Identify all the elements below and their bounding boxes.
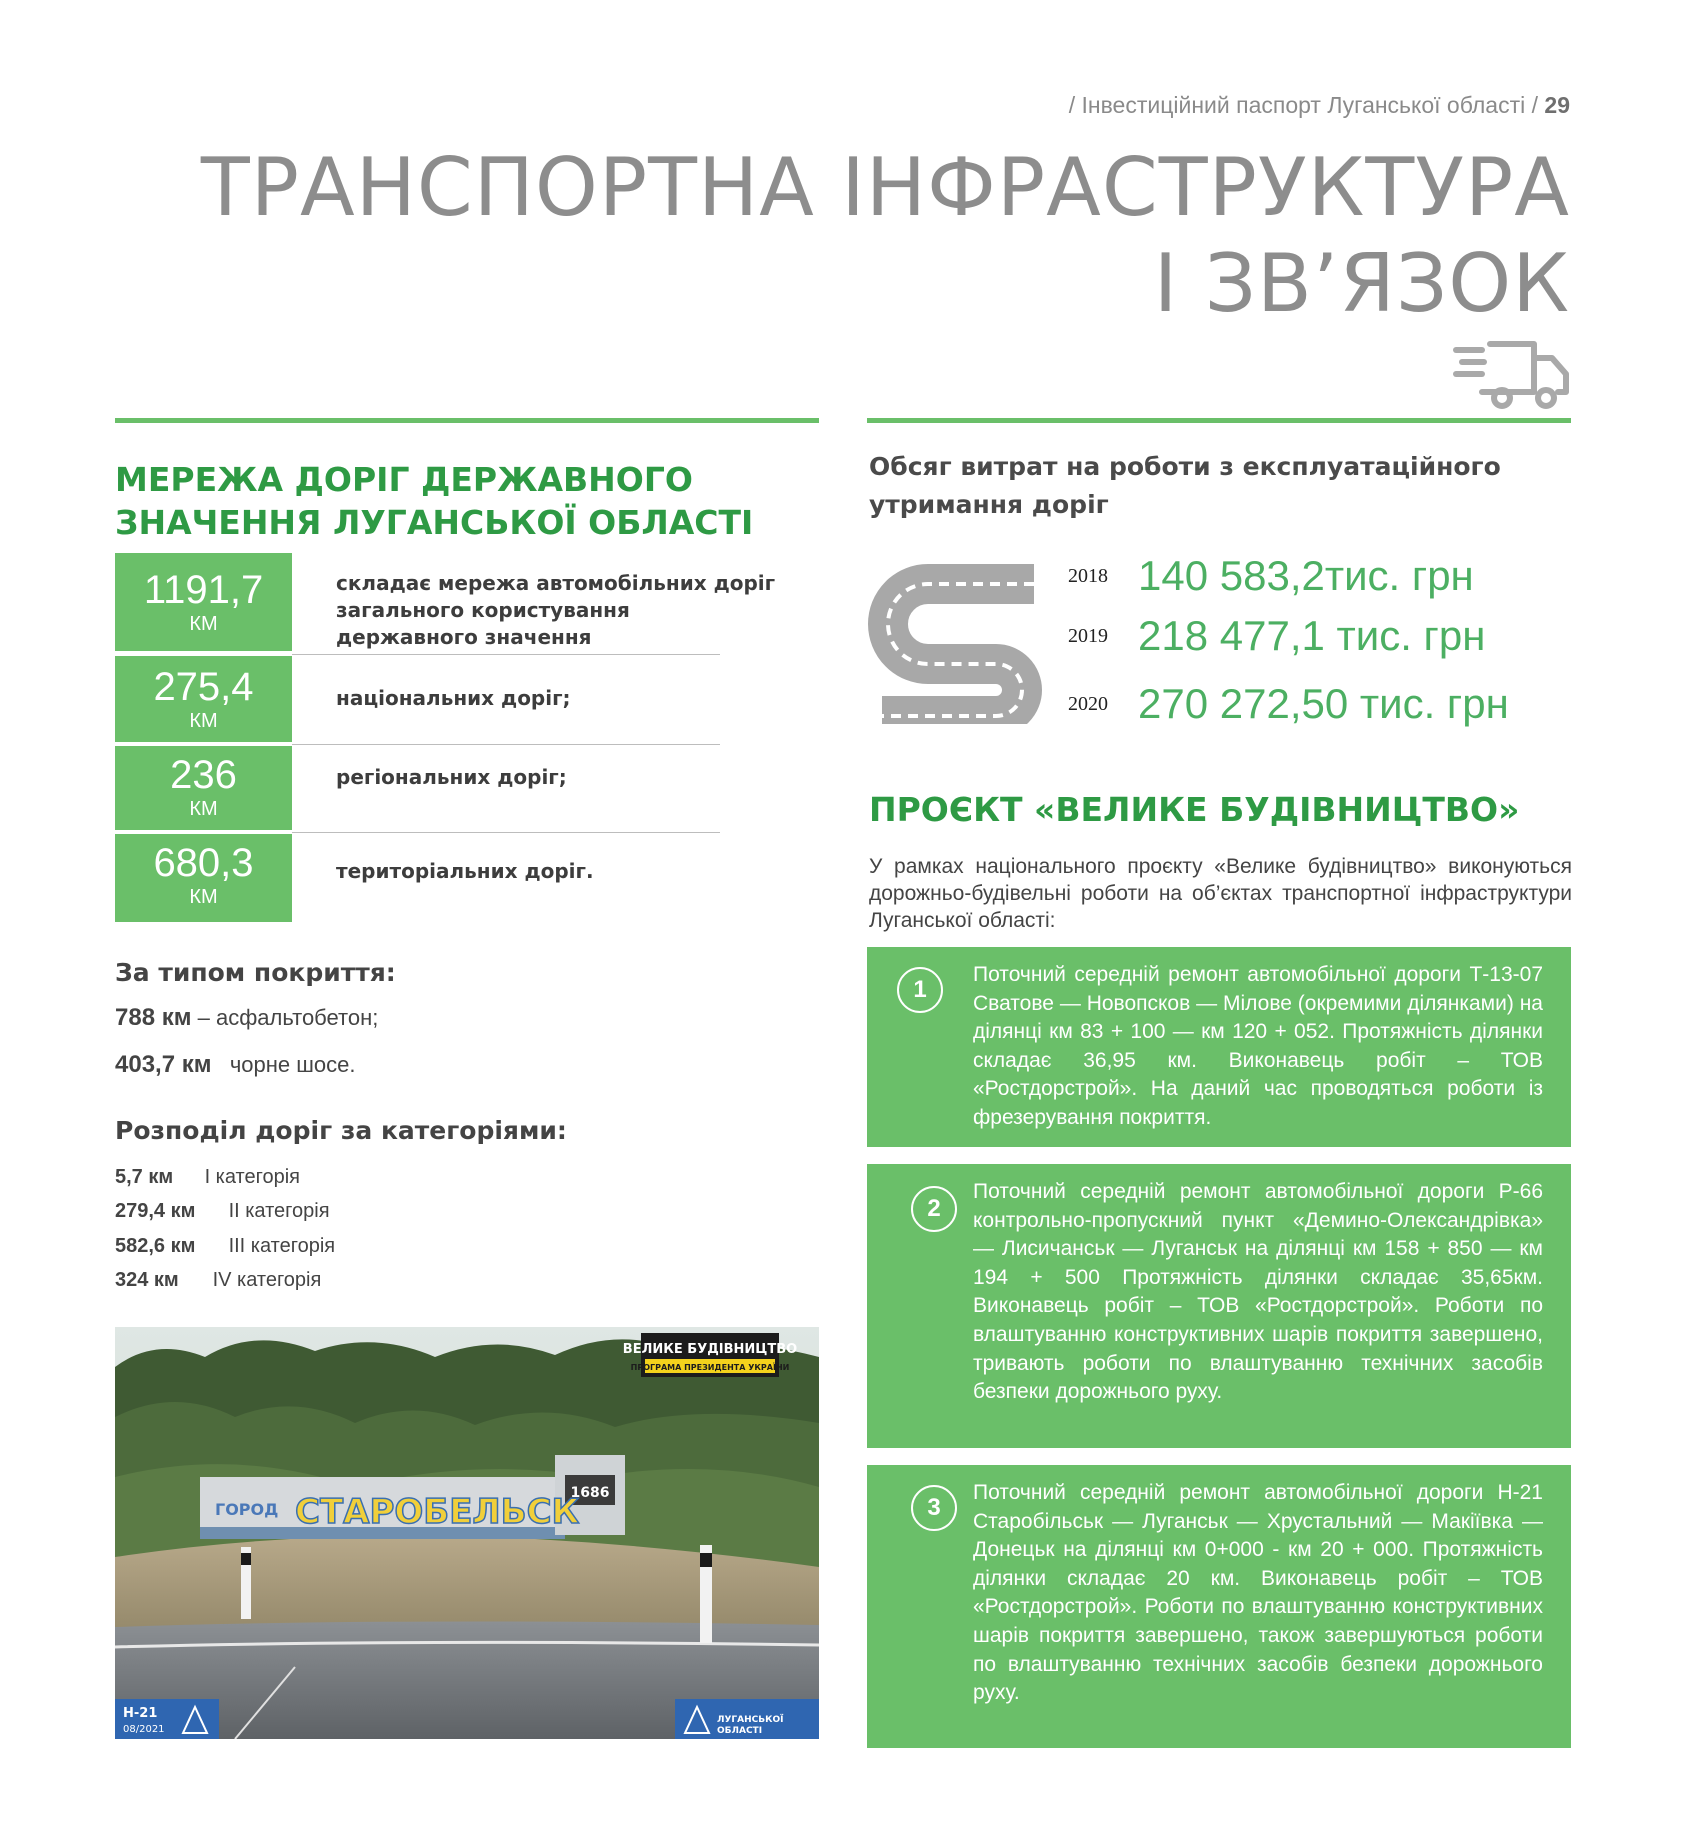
project-item-number: 2 [911, 1186, 957, 1232]
page-title [201, 140, 1570, 332]
category-label: ІV категорія [212, 1269, 322, 1291]
photo-road-date: 08/2021 [123, 1724, 165, 1735]
expense-amount: 140 583,2тис. грн [1138, 552, 1474, 599]
project-item-text: Поточний середній ремонт автомобільної дороги Р-66 контрольно-пропускний пункт «Демино-Олександрівка» — Лисичанськ — Луганськ на ділянці км 158 + 850 — км 194 + 500 Протяжність ділянки складає 35,65км. Виконавець робіт – ТОВ «Ростдорстрой». Роботи по влаштуванню конструктивних шарів покриття завершено, тривають роботи по влаштуванню технічних засобів безпеки дорожнього руху. [973, 1180, 1543, 1404]
stat-value: 1191,7 [143, 568, 264, 612]
stat-total-roads [115, 553, 292, 651]
page-title-line-1: ТРАНСПОРТНА ІНФРАСТРУКТУРА [200, 141, 1570, 234]
roads-section-title: МЕРЕЖА ДОРІГ ДЕРЖАВНОГО ЗНАЧЕННЯ ЛУГАНСЬКОЇ ОБЛАСТІ [115, 460, 754, 542]
running-head [1069, 92, 1570, 119]
stat-value: 680,3 [153, 841, 254, 885]
stat-description: національних доріг; [336, 686, 571, 710]
banner-title: ВЕЛИКЕ БУДІВНИЦТВО [622, 1342, 798, 1357]
page-number: 29 [1544, 92, 1570, 118]
expense-amount: 218 477,1 тис. грн [1138, 612, 1486, 659]
photo-logo-line-2: ОБЛАСТІ [717, 1726, 763, 1736]
stat-unit: КМ [189, 613, 218, 635]
photo-logo-line-1: ЛУГАНСЬКОЇ [717, 1715, 784, 1725]
category-label: ІІІ категорія [228, 1235, 336, 1257]
stat-unit: КМ [189, 798, 218, 820]
stat-territorial-roads [115, 834, 292, 922]
sign-prefix: ГОРОД [215, 1500, 279, 1519]
running-head-text: / Інвестиційний паспорт Луганської області / [1068, 92, 1539, 118]
categories-title: Розподіл доріг за категоріями: [115, 1116, 567, 1145]
expense-row [1068, 552, 1474, 600]
project-item-3 [867, 1465, 1571, 1748]
expense-year: 2020 [1068, 692, 1108, 715]
truck-icon [1452, 336, 1570, 412]
stat-value: 275,4 [153, 665, 254, 709]
expense-year: 2018 [1068, 564, 1108, 587]
left-column-rule [115, 418, 819, 423]
sign-year: 1686 [570, 1485, 610, 1501]
project-item-number: 3 [911, 1485, 957, 1531]
coverage-label: – асфальтобетон; [197, 1005, 379, 1030]
coverage-label: чорне шосе. [229, 1052, 356, 1077]
category-value: 582,6 км [115, 1235, 196, 1257]
expense-row [1068, 680, 1509, 728]
banner-subtitle: ПРОГРАМА ПРЕЗИДЕНТА УКРАЇНИ [630, 1363, 790, 1372]
expenses-title: Обсяг витрат на роботи з експлуатаційного утримання доріг [869, 452, 1501, 519]
stat-unit: КМ [189, 886, 218, 908]
coverage-item [115, 1004, 378, 1032]
coverage-value: 788 км [115, 1004, 192, 1031]
divider [292, 654, 720, 655]
stat-description: територіальних доріг. [336, 859, 594, 883]
category-item [115, 1166, 300, 1189]
stat-description: регіональних доріг; [336, 765, 567, 789]
page-title-line-2: І ЗВ’ЯЗОК [1153, 237, 1570, 330]
expense-year: 2019 [1068, 624, 1108, 647]
coverage-value: 403,7 км [115, 1051, 212, 1078]
expense-amount: 270 272,50 тис. грн [1138, 680, 1509, 727]
category-value: 324 км [115, 1269, 179, 1291]
project-intro: У рамках національного проєкту «Велике будівництво» виконуються дорожньо-будівельні роботи на об’єктах транспортної інфраструктури Луганської області: [869, 855, 1572, 932]
project-item-2 [867, 1164, 1571, 1448]
divider [292, 832, 720, 833]
sign-town-name: СТАРОБЕЛЬСК [295, 1492, 580, 1532]
stat-national-roads [115, 656, 292, 742]
coverage-item [115, 1051, 356, 1079]
stat-regional-roads [115, 746, 292, 830]
project-item-text: Поточний середній ремонт автомобільної дороги Н-21 Старобільськ — Луганськ — Хрустальний — Макіївка — Донецьк на ділянці км 0+000 - км 20 + 000. Протяжність ділянки складає 20 км. Виконавець робіт – ТОВ «Ростдорстрой». Роботи по влаштуванню конструктивних шарів покриття завершено, також завершуються роботи по влаштуванню технічних засобів безпеки дорожнього руху. [973, 1481, 1543, 1705]
category-item [115, 1269, 321, 1292]
divider [292, 744, 720, 745]
category-label: ІІ категорія [228, 1200, 330, 1222]
category-value: 279,4 км [115, 1200, 196, 1222]
project-item-1 [867, 947, 1571, 1147]
project-item-number: 1 [897, 967, 943, 1013]
stat-value: 236 [170, 753, 237, 797]
right-column-rule [867, 418, 1571, 423]
category-label: І категорія [204, 1166, 300, 1188]
category-item [115, 1235, 335, 1258]
category-item [115, 1200, 330, 1223]
project-title: ПРОЄКТ «ВЕЛИКЕ БУДІВНИЦТВО» [869, 790, 1520, 829]
project-item-text: Поточний середній ремонт автомобільної дороги Т-13-07 Сватове — Новопсков — Мілове (окремими ділянками) на ділянці км 83 + 100 — км 120 + 052. Протяжність ділянки складає 36,95 км. Виконавець робіт – ТОВ «Ростдорстрой». На даний час проводяться роботи із фрезерування покриття. [973, 963, 1543, 1129]
photo-road-code: Н-21 [123, 1706, 158, 1721]
stat-description: складає мережа автомобільних доріг загального користування державного значення [336, 571, 776, 649]
stat-unit: КМ [189, 710, 218, 732]
winding-road-icon [868, 562, 1048, 724]
coverage-title: За типом покриття: [115, 958, 396, 987]
road-photo [115, 1327, 819, 1739]
expense-row [1068, 612, 1485, 660]
category-value: 5,7 км [115, 1166, 174, 1188]
